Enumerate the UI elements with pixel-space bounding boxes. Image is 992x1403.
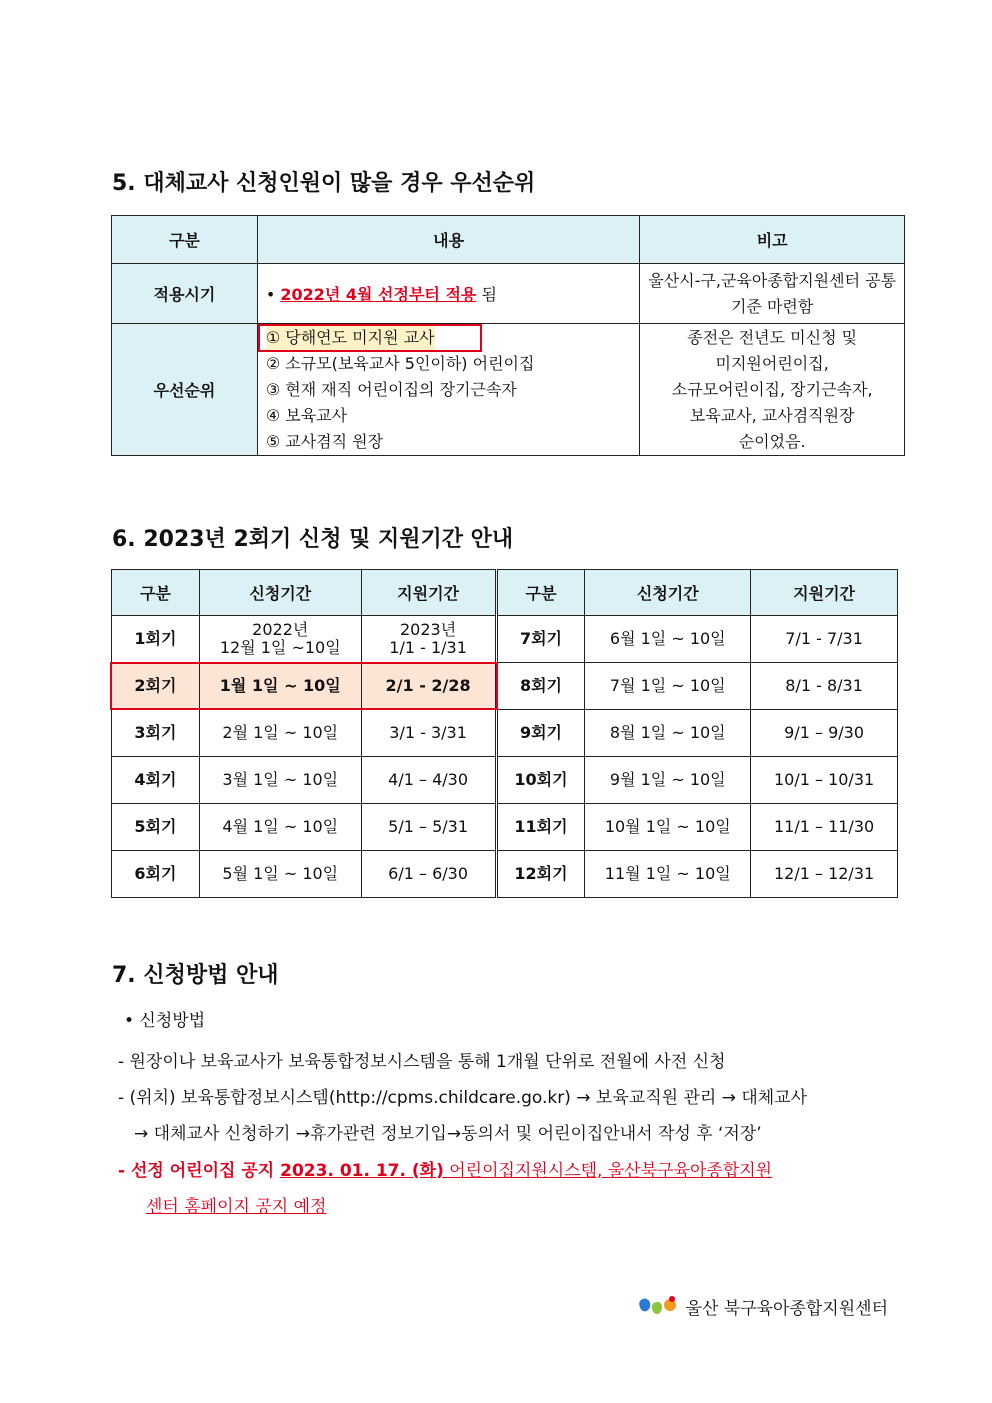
round-label: 5회기 [112,804,200,851]
apply-period: 5월 1일 ~ 10일 [199,851,361,898]
method-bullet: • 신청방법 [124,1011,206,1031]
col-header-content: 내용 [257,216,640,264]
support-period: 12/1 – 12/31 [751,851,898,898]
support-period: 3/1 - 3/31 [361,710,496,757]
method-line-2: - (위치) 보육통합정보시스템(http://cpms.childcare.go.kr) → 보육교직원 관리 → 대체교사 [118,1088,808,1108]
round-label: 2회기 [112,663,200,710]
round-label: 9회기 [496,710,585,757]
footer-logo [634,1293,888,1319]
method-line-3: → 대체교사 신청하기 →휴가관련 정보기입→동의서 및 어린이집안내서 작성 후 ‘저장’ [134,1124,762,1144]
priority-table [111,215,905,456]
support-period: 8/1 - 8/31 [751,663,898,710]
note-line: 순이었음. [738,431,806,451]
sched-header: 신청기간 [585,570,751,616]
apply-period: 2022년 12월 1일 ~10일 [199,616,361,663]
sched-header: 구분 [112,570,200,616]
schedule-row [112,851,898,898]
schedule-row [112,616,898,663]
section6-title: 6. 2023년 2회기 신청 및 지원기간 안내 [112,527,514,552]
support-period: 2/1 - 2/28 [361,663,496,710]
method-line-1: - 원장이나 보육교사가 보육통합정보시스템을 통해 1개월 단위로 전월에 사전 신청 [118,1052,726,1072]
method-line-4 [118,1153,772,1189]
round2-highlight-box [110,662,498,710]
schedule-row [112,757,898,804]
support-period: 11/1 – 11/30 [751,804,898,851]
support-period: 7/1 - 7/31 [751,616,898,663]
round-label: 8회기 [496,663,585,710]
apply-period: 2월 1일 ~ 10일 [199,710,361,757]
priority-item-4: ④ 보육교사 [265,405,348,425]
sched-header: 신청기간 [199,570,361,616]
round-label: 11회기 [496,804,585,851]
support-period: 9/1 – 9/30 [751,710,898,757]
bullet: • [265,285,281,304]
priority-item-2: ② 소규모(보육교사 5인이하) 어린이집 [265,353,535,373]
section5-title: 5. 대체교사 신청인원이 많을 경우 우선순위 [112,171,536,196]
row-label-period: 적용시기 [112,264,258,324]
sched-header: 구분 [496,570,585,616]
round-label: 4회기 [112,757,200,804]
priority-item-3: ③ 현재 재직 어린이집의 장기근속자 [265,379,517,399]
period-content [257,264,640,324]
apply-period: 7월 1일 ~ 10일 [585,663,751,710]
section7-title: 7. 신청방법 안내 [112,963,279,988]
org-logo-icon [634,1293,680,1319]
support-period: 6/1 – 6/30 [361,851,496,898]
priority-note [640,324,905,456]
sched-header: 지원기간 [361,570,496,616]
round-label: 3회기 [112,710,200,757]
round-label: 7회기 [496,616,585,663]
support-period: 2023년 1/1 - 1/31 [361,616,496,663]
note-line: 보육교사, 교사겸직원장 [689,405,855,425]
priority-item-1-highlight-box [258,324,482,352]
notice-date: 2023. 01. 17. (화) [280,1161,444,1181]
apply-period: 6월 1일 ~ 10일 [585,616,751,663]
dash: - [118,1161,131,1181]
col-header-category: 구분 [112,216,258,264]
sched-header: 지원기간 [751,570,898,616]
notice-label: 선정 어린이집 공지 [130,1161,281,1181]
notice-rest: 어린이집지원시스템, 울산북구육아종합지원 [443,1161,773,1181]
priority-item-5: ⑤ 교사겸직 원장 [265,431,384,451]
org-name: 울산 북구육아종합지원센터 [685,1298,888,1319]
note-line: 소규모어린이집, 장기근속자, [671,379,873,399]
period-note: 울산시-구,군육아종합지원센터 공통 기준 마련함 [640,264,905,324]
note-line: 종전은 전년도 미신청 및 [687,327,858,347]
priority-item-1: ① 당해연도 미지원 교사 [266,325,435,351]
apply-period: 1월 1일 ~ 10일 [199,663,361,710]
method-line-5: 센터 홈페이지 공지 예정 [146,1197,327,1217]
apply-period: 9월 1일 ~ 10일 [585,757,751,804]
support-period: 5/1 – 5/31 [361,804,496,851]
round-label: 10회기 [496,757,585,804]
note-line: 미지원어린이집, [715,353,829,373]
round-label: 1회기 [112,616,200,663]
support-period: 4/1 – 4/30 [361,757,496,804]
round-label: 12회기 [496,851,585,898]
schedule-row [112,804,898,851]
apply-period: 3월 1일 ~ 10일 [199,757,361,804]
round-label: 6회기 [112,851,200,898]
apply-period: 8월 1일 ~ 10일 [585,710,751,757]
apply-period: 4월 1일 ~ 10일 [199,804,361,851]
period-highlight: 2022년 4월 선정부터 적용 [280,285,477,304]
schedule-row [112,710,898,757]
support-period: 10/1 – 10/31 [751,757,898,804]
col-header-note: 비고 [640,216,905,264]
row-label-priority: 우선순위 [112,324,258,456]
apply-period: 11월 1일 ~ 10일 [585,851,751,898]
period-tail: 됨 [476,285,497,304]
schedule-table [111,569,898,898]
apply-period: 10월 1일 ~ 10일 [585,804,751,851]
